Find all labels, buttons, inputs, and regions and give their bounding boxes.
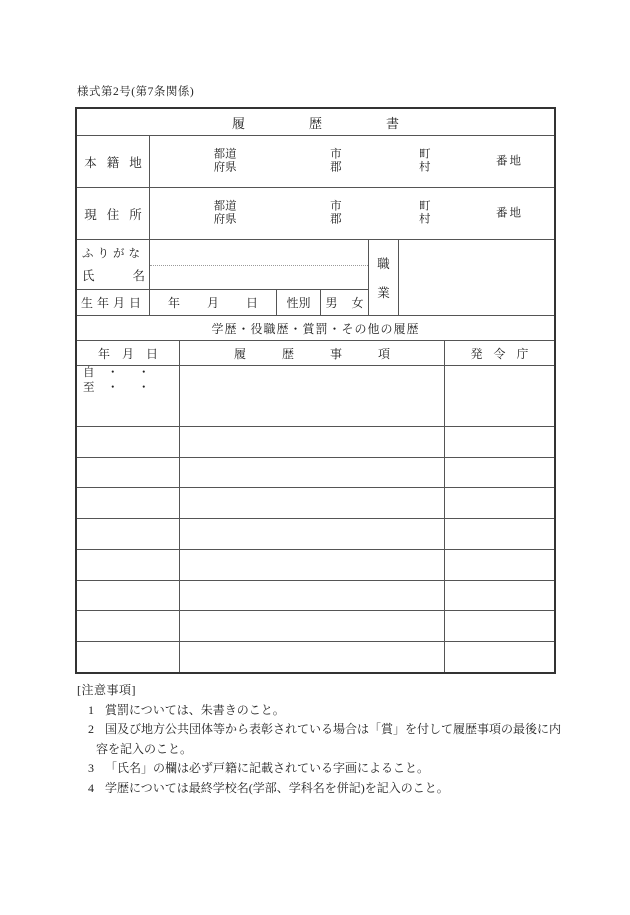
history-items-cell[interactable] [179,642,444,672]
history-empty-row [77,518,554,549]
history-date-cell[interactable] [77,611,179,641]
history-empty-row [77,396,554,426]
history-date-cell[interactable] [77,550,179,580]
note-text: 国及び地方公共団体等から表彰されている場合は「賞」を付して履歴事項の最後に内容を記入のこと。 [96,722,562,756]
city-county-label: 市 郡 [330,148,342,174]
history-items-cell[interactable] [179,611,444,641]
history-date-cell[interactable] [77,396,179,426]
town-village-label: 町 村 [418,200,431,226]
history-empty-row [77,580,554,611]
issuing-agency-column-header: 発令庁 [444,341,554,365]
history-agency-cell[interactable] [444,642,554,672]
resume-table [75,107,556,674]
note-number: 2 [88,722,94,736]
name-input-area[interactable] [150,266,368,289]
history-items-cell[interactable] [179,427,444,457]
history-section-header-row [77,315,554,340]
note-item [77,779,563,799]
history-agency-cell[interactable] [444,581,554,611]
name-label-cell [77,240,184,289]
history-agency-cell[interactable] [444,550,554,580]
note-text: 賞罰については、朱書きのこと。 [105,702,285,717]
from-label: 自 [83,367,95,379]
history-date-cell[interactable] [77,581,179,611]
history-items-cell[interactable] [179,366,444,396]
sex-select-cell[interactable] [320,290,378,315]
to-label: 至 [83,382,95,394]
note-item [77,759,563,779]
date-separator-dot: ・ [138,367,150,379]
history-agency-cell[interactable] [444,488,554,518]
prefecture-label: 都道 府県 [213,148,237,174]
history-agency-cell[interactable] [444,611,554,641]
sex-options-label: 男女 [325,296,378,311]
history-empty-row [77,610,554,641]
registered-domicile-label: 本籍地 [84,155,152,170]
date-separator-dot: ・ [107,367,119,379]
town-village-label: 町 村 [418,148,431,174]
history-date-cell[interactable] [77,519,179,549]
history-empty-row [77,426,554,457]
note-number: 3 [88,761,94,775]
history-agency-cell[interactable] [444,396,554,426]
current-address-row [77,187,554,239]
history-agency-cell[interactable] [444,427,554,457]
registered-domicile-input-cell[interactable] [149,136,554,187]
name-row [77,240,368,289]
date-separator-dot: ・ [107,382,119,394]
date-units-label: 年月日 [167,296,285,311]
history-column-header-row [77,340,554,365]
furigana-label: ふりがな [82,248,144,261]
birth-date-label: 生年月日 [81,296,146,311]
table-title: 履歴書 [231,115,463,131]
note-text: 学歴については最終学校名(学部、学科名を併記)を記入のこと。 [105,780,449,795]
history-items-cell[interactable] [179,488,444,518]
note-number: 4 [88,780,94,795]
history-date-cell[interactable] [77,642,179,672]
form-code-label: 様式第2号(第7条関係) [77,86,195,98]
birth-row [77,289,378,315]
history-items-cell[interactable] [179,581,444,611]
history-section-title: 学歴・役職歴・賞罰・その他の履歴 [211,321,420,336]
note-item [77,720,563,759]
city-county-label: 市 郡 [330,200,342,226]
history-empty-row [77,457,554,488]
history-items-cell[interactable] [179,396,444,426]
prefecture-label: 都道 府県 [213,200,237,226]
history-empty-row [77,641,554,672]
history-date-cell[interactable] [77,458,179,488]
current-address-input-cell[interactable] [149,188,554,239]
occupation-label: 職 業 [368,240,398,315]
date-column-header: 年月日 [97,346,170,361]
name-input-cell [149,240,368,289]
occupation-input-cell[interactable] [398,240,554,315]
sex-label: 性別 [276,290,320,315]
history-items-cell[interactable] [179,550,444,580]
note-text: 「氏名」の欄は必ず戸籍に記載されている字画によること。 [105,761,430,775]
history-items-cell[interactable] [179,458,444,488]
history-date-cell[interactable] [77,366,179,396]
note-item [77,701,563,721]
history-items-cell[interactable] [179,519,444,549]
history-date-cell[interactable] [77,488,179,518]
history-empty-row [77,549,554,580]
history-items-column-header: 履歴事項 [179,341,444,365]
history-agency-cell[interactable] [444,458,554,488]
history-agency-cell[interactable] [444,366,554,396]
registered-domicile-row [77,135,554,187]
lot-number-label: 番地 [496,206,524,219]
birth-date-input-cell[interactable] [149,290,285,315]
furigana-input-area[interactable] [150,240,368,266]
history-agency-cell[interactable] [444,519,554,549]
note-number: 1 [88,702,94,717]
current-address-label: 現住所 [84,207,152,222]
notes-title: [注意事項] [77,683,136,697]
history-row-from-to [77,365,554,396]
date-separator-dot: ・ [138,382,150,394]
notes-section [77,681,563,798]
name-label: 氏名 [82,269,184,284]
table-title-row [77,109,554,135]
history-empty-row [77,487,554,518]
history-date-cell[interactable] [77,427,179,457]
personal-info-block [77,239,554,315]
lot-number-label: 番地 [496,154,524,167]
